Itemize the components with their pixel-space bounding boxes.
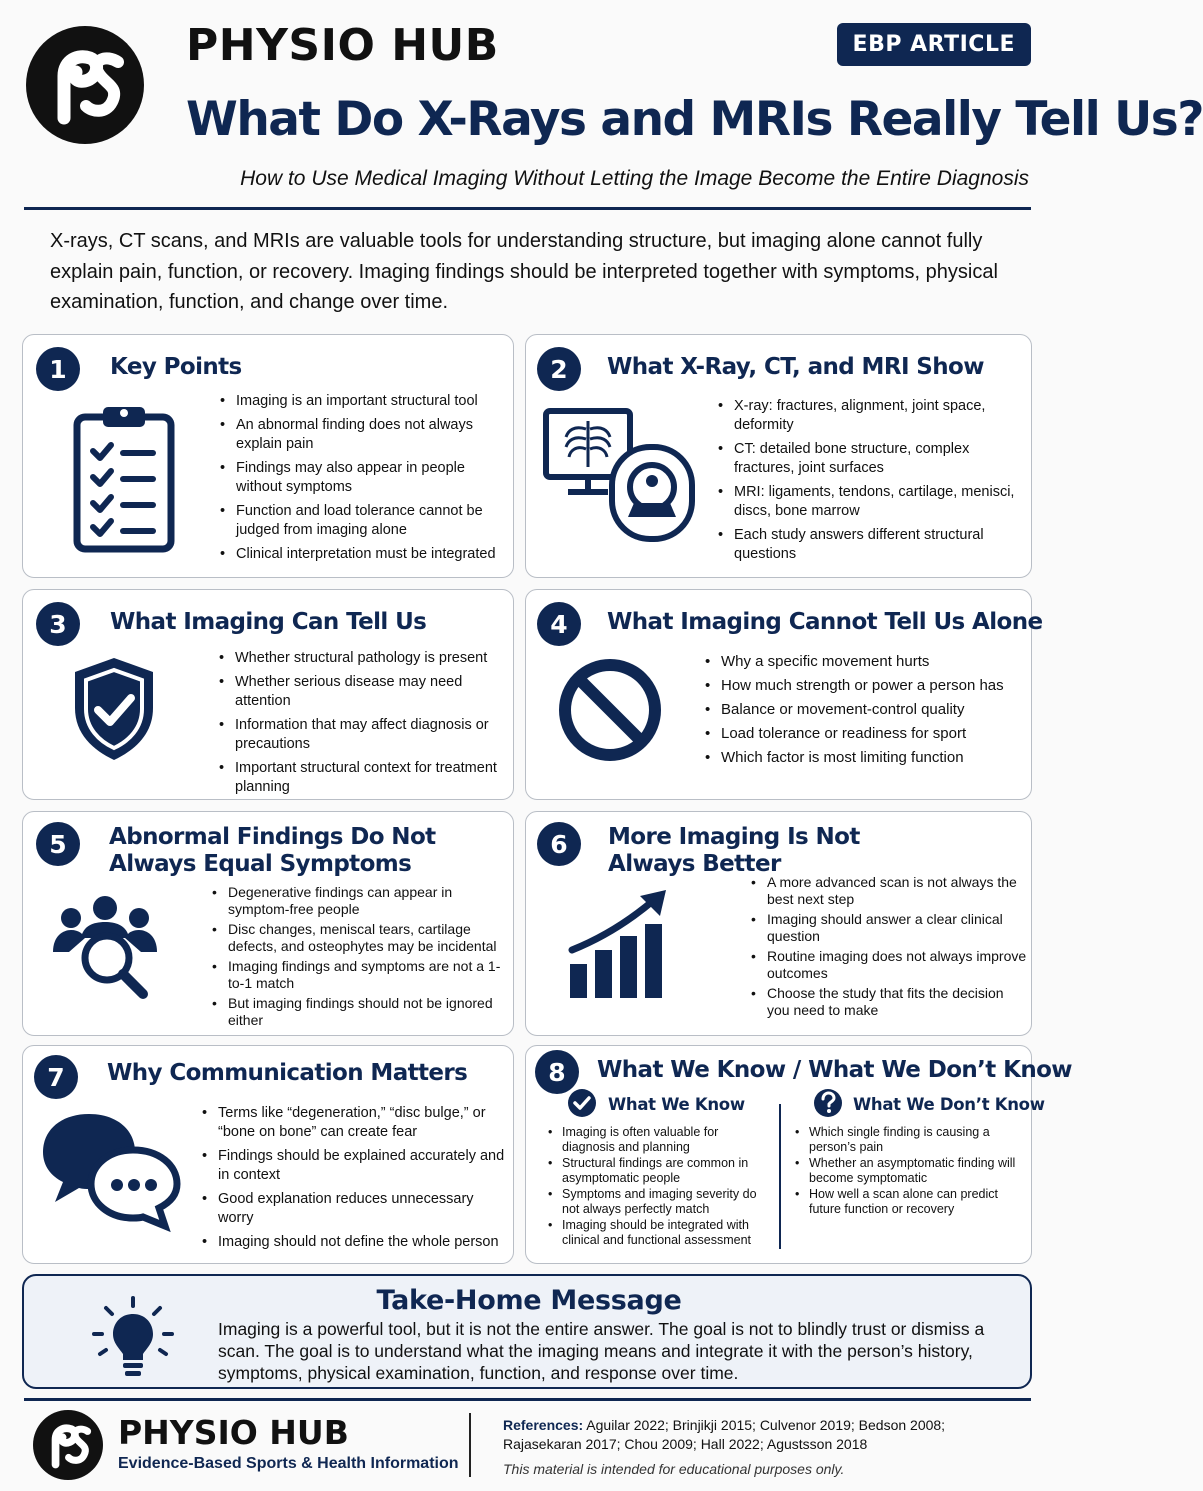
intro-paragraph: X-rays, CT scans, and MRIs are valuable tools for understanding structure, but imaging alone cannot fully explain pain, function, or recovery. Imaging findings should be interpreted together with symptoms, physical examination, function, and change over time. [50,230,998,313]
section-title-line2: Always Better [608,851,781,877]
list-item: • Whether structural pathology is present [217,649,507,668]
list-item: • Whether an asymptomatic finding will become symptomatic [793,1156,1018,1186]
list-item: • Findings should be explained accurately and in context [200,1147,510,1185]
prohibited-icon [556,656,664,764]
references-label: References: [503,1417,584,1433]
list-item: • Load tolerance or readiness for sport [703,724,1028,743]
section-title-line1: Abnormal Findings Do Not [109,824,436,850]
list-item: • An abnormal finding does not always explain pain [218,416,508,454]
list-item: • Balance or movement-control quality [703,700,1028,719]
more-imaging-list [749,874,1029,1022]
section-card-imaging-types [525,334,1032,578]
references-text: Aguilar 2022; Brinjikji 2015; Culvenor 2019; Bedson 2008; Rajasekaran 2017; Chou 2009; Hall 2022; Agustsson 2018 [503,1417,946,1452]
list-item: • Imaging is often valuable for diagnosis and planning [546,1125,774,1155]
key-points-list [218,392,508,569]
list-item: • Imaging should answer a clear clinical question [749,911,1029,945]
section-number: 7 [34,1055,78,1099]
abnormal-findings-list [210,884,510,1032]
take-home-text: Imaging is a powerful tool, but it is not the entire answer. The goal is not to blindly trust or dismiss a scan. The goal is to understand what the imaging means and integrate it with the person’s history, symptoms, physical examination, function, and response over time. [218,1319,985,1383]
take-home-title: Take-Home Message [376,1285,682,1316]
footer-vertical-divider [469,1413,471,1477]
list-item: • Each study answers different structural questions [716,526,1021,564]
section-card-cannot-tell [525,589,1043,800]
rising-chart-icon [566,888,676,1002]
physio-hub-logo [26,26,144,144]
list-item: • Symptoms and imaging severity do not always perfectly match [546,1187,774,1217]
list-item: • Good explanation reduces unnecessary worry [200,1190,510,1228]
cannot-tell-list [703,652,1028,772]
footer-logo [33,1410,103,1480]
list-item: • Important structural context for treatment planning [217,759,507,797]
check-circle-icon [567,1088,597,1118]
list-item: • Imaging should not define the whole person [200,1233,510,1252]
list-item: • Terms like “degeneration,” “disc bulge,” or “bone on bone” can create fear [200,1104,510,1142]
list-item: • Why a specific movement hurts [703,652,1028,671]
ps-logo-icon [26,26,144,144]
know-list [546,1125,774,1249]
section-number: 5 [36,822,80,866]
communication-list [200,1104,510,1257]
list-item: • Which factor is most limiting function [703,748,1028,767]
list-item: • MRI: ligaments, tendons, cartilage, menisci, discs, bone marrow [716,483,1021,521]
references [503,1416,1023,1454]
list-item: • How much strength or power a person has [703,676,1028,695]
footer-divider [24,1398,1031,1401]
list-item: • Findings may also appear in people without symptoms [218,459,508,497]
know-subheading: What We Know [608,1095,745,1114]
page-subtitle: How to Use Medical Imaging Without Letting the Image Become the Entire Diagnosis [240,167,1029,190]
list-item: • Choose the study that fits the decision you need to make [749,985,1029,1019]
people-magnifier-icon [49,892,161,1004]
take-home-message-box [22,1274,1032,1389]
section-title: Key Points [110,354,242,380]
section-card-key-points [22,334,514,578]
section-title-line1: More Imaging Is Not [608,824,860,850]
section-number: 8 [535,1050,579,1094]
section-title: What Imaging Can Tell Us [110,609,427,635]
list-item: • CT: detailed bone structure, complex fractures, joint surfaces [716,440,1021,478]
list-item: • But imaging findings should not be ignored either [210,995,510,1029]
section-card-communication [22,1045,514,1264]
list-item: • Degenerative findings can appear in symptom-free people [210,884,510,918]
list-item: • Disc changes, meniscal tears, cartilage defects, and osteophytes may be incidental [210,921,510,955]
header-divider [24,207,1031,210]
footer-tagline: Evidence-Based Sports & Health Information [118,1455,459,1472]
speech-bubbles-icon [41,1110,181,1228]
dont-know-list [793,1125,1018,1218]
section-title: Why Communication Matters [107,1060,468,1086]
list-item: • Imaging is an important structural tool [218,392,508,411]
list-item: • Which single finding is causing a person’s pain [793,1125,1018,1155]
imaging-types-list [716,397,1021,569]
list-item: • Whether serious disease may need attention [217,673,507,711]
list-item: • Information that may affect diagnosis or precautions [217,716,507,754]
can-tell-list [217,649,507,802]
section-card-can-tell [22,589,514,800]
section-card-more-imaging [525,811,1032,1036]
page-title: What Do X-Rays and MRIs Really Tell Us? [186,92,1203,147]
clipboard-checklist-icon [71,403,181,553]
list-item: • A more advanced scan is not always the best next step [749,874,1029,908]
list-item: • Routine imaging does not always improve outcomes [749,948,1029,982]
section-number: 2 [537,347,581,391]
dont-know-subheading: What We Don’t Know [853,1095,1045,1114]
list-item: • X-ray: fractures, alignment, joint space, deformity [716,397,1021,435]
disclaimer: This material is intended for educational purposes only. [503,1461,845,1477]
section-number: 1 [36,347,80,391]
list-item: • Function and load tolerance cannot be judged from imaging alone [218,502,508,540]
list-item: • Imaging should be integrated with clinical and functional assessment [546,1218,774,1248]
brand-name: PHYSIO HUB [186,20,499,71]
section-card-know-dont-know [525,1045,1072,1264]
section-number: 4 [537,602,581,646]
question-circle-icon [813,1088,843,1118]
column-divider [779,1104,781,1249]
ps-logo-icon [33,1410,103,1480]
section-title: What We Know / What We Don’t Know [597,1057,1072,1083]
list-item: • Structural findings are common in asymptomatic people [546,1156,774,1186]
list-item: • How well a scan alone can predict future function or recovery [793,1187,1018,1217]
section-number: 6 [537,822,581,866]
section-title-line2: Always Equal Symptoms [109,851,412,877]
section-number: 3 [36,602,80,646]
footer-brand: PHYSIO HUB [118,1413,349,1452]
section-title: What X-Ray, CT, and MRI Show [607,354,984,380]
section-card-abnormal-findings [22,811,514,1036]
ebp-article-badge: EBP ARTICLE [837,23,1031,66]
xray-mri-scanner-icon [542,407,698,547]
shield-check-icon [69,654,159,764]
section-title: What Imaging Cannot Tell Us Alone [607,609,1043,635]
list-item: • Imaging findings and symptoms are not a 1-to-1 match [210,958,510,992]
list-item: • Clinical interpretation must be integrated [218,545,508,564]
